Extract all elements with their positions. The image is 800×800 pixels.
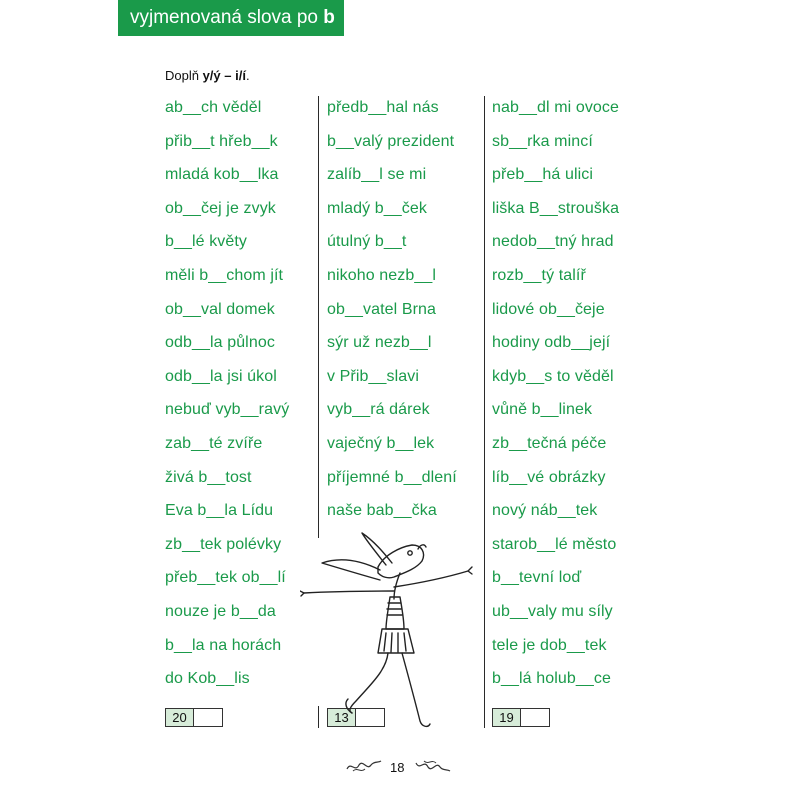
word-exercise-item: mladá kob__lka xyxy=(165,166,279,184)
word-exercise-item: mladý b__ček xyxy=(327,199,427,217)
word-exercise-item: zab__té zvíře xyxy=(165,434,263,452)
word-exercise-item: tele je dob__tek xyxy=(492,636,607,654)
score-box-3 xyxy=(492,708,550,727)
word-exercise-item: nedob__tný hrad xyxy=(492,233,614,251)
word-exercise-item: b__la na horách xyxy=(165,636,282,654)
word-exercise-item: ab__ch věděl xyxy=(165,99,262,116)
word-exercise-item: ob__vatel Brna xyxy=(327,300,437,318)
score-value: 19 xyxy=(493,709,521,726)
word-exercise-item: přib__t hřeb__k xyxy=(165,132,278,150)
hare-illustration xyxy=(300,525,480,730)
score-answer-field[interactable] xyxy=(521,709,549,726)
score-answer-field[interactable] xyxy=(194,709,222,726)
score-box-1 xyxy=(165,708,223,727)
column-divider-2 xyxy=(484,96,485,728)
word-exercise-item: lidové ob__čeje xyxy=(492,300,605,318)
word-exercise-item: zb__tek polévky xyxy=(165,535,282,553)
word-exercise-item: b__valý prezident xyxy=(327,132,455,150)
word-exercise-item: ob__čej je zvyk xyxy=(165,199,276,217)
word-column-2 xyxy=(327,96,482,533)
word-exercise-item: předb__hal nás xyxy=(327,99,439,116)
word-exercise-item: do Kob__lis xyxy=(165,670,250,688)
word-exercise-item: rozb__tý talíř xyxy=(492,266,586,284)
section-title: vyjmenovaná slova po b xyxy=(118,0,344,36)
column-divider-1 xyxy=(318,96,319,538)
word-exercise-item: odb__la půlnoc xyxy=(165,334,275,352)
word-exercise-item: starob__lé město xyxy=(492,535,617,553)
word-exercise-item: sýr už nezb__l xyxy=(327,334,432,352)
page-number: 18 xyxy=(390,760,405,775)
word-exercise-item: sb__rka mincí xyxy=(492,132,593,150)
word-exercise-item: v Přib__slavi xyxy=(327,367,420,385)
score-value: 20 xyxy=(166,709,194,726)
word-exercise-item: nový náb__tek xyxy=(492,502,598,520)
word-exercise-item: přeb__há ulici xyxy=(492,166,594,184)
word-exercise-item: ob__val domek xyxy=(165,300,275,318)
score-value: 13 xyxy=(328,709,356,726)
word-exercise-item: zalíb__l se mi xyxy=(327,166,427,184)
word-exercise-item: ub__valy mu síly xyxy=(492,602,613,620)
word-exercise-item: příjemné b__dlení xyxy=(327,468,457,486)
word-exercise-item: naše bab__čka xyxy=(327,502,437,520)
word-exercise-item: hodiny odb__její xyxy=(492,334,611,352)
decorative-squiggle-left-icon xyxy=(345,757,383,775)
word-exercise-item: zb__tečná péče xyxy=(492,434,607,452)
word-exercise-item: Eva b__la Lídu xyxy=(165,502,274,520)
word-column-3 xyxy=(492,96,652,701)
word-exercise-item: měli b__chom jít xyxy=(165,266,284,284)
word-exercise-item: líb__vé obrázky xyxy=(492,468,606,486)
exercise-instruction: Doplň y/ý – i/í. xyxy=(165,68,250,83)
word-exercise-item: vyb__rá dárek xyxy=(327,401,430,419)
word-column-1 xyxy=(165,96,315,701)
word-exercise-item: vůně b__linek xyxy=(492,401,593,419)
word-exercise-item: b__lé květy xyxy=(165,233,248,251)
word-exercise-item: přeb__tek ob__lí xyxy=(165,569,286,587)
word-exercise-item: nab__dl mi ovoce xyxy=(492,99,620,116)
decorative-squiggle-right-icon xyxy=(414,757,452,775)
word-exercise-item: odb__la jsi úkol xyxy=(165,367,277,385)
word-exercise-item: b__lá holub__ce xyxy=(492,670,611,688)
word-exercise-item: liška B__strouška xyxy=(492,199,620,217)
word-exercise-item: útulný b__t xyxy=(327,233,407,251)
word-exercise-item: živá b__tost xyxy=(165,468,252,486)
word-exercise-item: nebuď vyb__ravý xyxy=(165,401,290,419)
word-exercise-item: nikoho nezb__l xyxy=(327,266,437,284)
word-exercise-item: nouze je b__da xyxy=(165,602,276,620)
word-exercise-item: b__tevní loď xyxy=(492,569,582,587)
word-exercise-item: kdyb__s to věděl xyxy=(492,367,614,385)
word-exercise-item: vaječný b__lek xyxy=(327,434,435,452)
